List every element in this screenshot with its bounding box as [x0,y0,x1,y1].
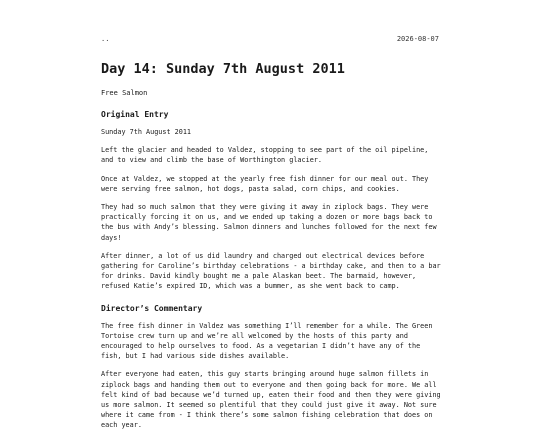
back-link[interactable]: .. [101,35,110,43]
text-line: each year. [101,421,142,430]
text-line: were serving free salmon, hot dogs, pasta salad, corn chips, and cookies. [101,184,400,193]
text-line: Left the glacier and headed to Valdez, stopping to see part of the oil pipeline, [101,146,429,155]
text-line: Tortoise crew turn up and we’re all welcomed by the hosts of this party and [101,331,408,340]
text-line: Once at Valdez, we stopped at the yearly free fish dinner for our meal out. They [101,174,429,183]
page-subtitle: Free Salmon [101,89,148,97]
text-line: encouraged to help ourselves to food. As a vegetarian I didn’t have any of the [101,342,421,351]
text-line: refused Katie’s expired ID, which was a bummer, as she went back to camp. [101,282,400,291]
text-line: After dinner, a lot of us did laundry and charged out electrical devices before [101,251,425,260]
paragraph [101,321,441,362]
text-line: where it came from - I think there’s some salmon fishing celebration that does on [101,411,433,420]
text-line: After everyone had eaten, this guy starts bringing around huge salmon fillets in [101,370,429,379]
text-line: The free fish dinner in Valdez was something I’ll remember for a while. The Green [101,321,433,330]
paragraph [101,174,441,194]
text-line: for drinks. David kindly bought me a pale Alaskan beet. The barmaid, however, [101,272,417,281]
top-bar [101,33,439,45]
text-line: practically forcing it on us, and we ended up taking a dozen or more bags back to [101,213,433,222]
original-entry-body [101,127,441,292]
text-line: days! [101,233,122,242]
text-line: and to view and climb the base of Worthington glacier. [101,156,322,165]
page-date: 2026-08-07 [396,35,439,43]
text-line: ziplock bags and handing them out to everyone and then going back for more. We all [101,380,437,389]
paragraph [101,369,441,430]
text-line: Sunday 7th August 2011 [101,128,192,136]
original-entry-heading: Original Entry [101,110,169,119]
text-line: gathering for Caroline’s birthday celebrations - a birthday cake, and then to a bar [101,262,441,271]
text-line: They had so much salmon that they were giving it away in ziplock bags. They were [101,203,429,212]
paragraph [101,127,441,137]
paragraph [101,145,441,165]
text-line: felt kind of bad because we’d turned up, eaten their food and then they were giving [101,390,441,399]
text-line: the bus with Andy’s blessing. Salmon dinners and lunches followed for the next few [101,223,437,232]
directors-commentary-body [101,321,441,431]
page-title: Day 14: Sunday 7th August 2011 [101,61,345,77]
paragraph [101,251,441,292]
text-line: us more salmon. It seemed so plentiful that they could just give it away. Not sure [101,401,437,410]
article [101,59,441,431]
text-line: fish, but I had various side dishes available. [101,352,290,361]
directors-commentary-heading: Director’s Commentary [101,303,203,313]
paragraph [101,202,441,243]
